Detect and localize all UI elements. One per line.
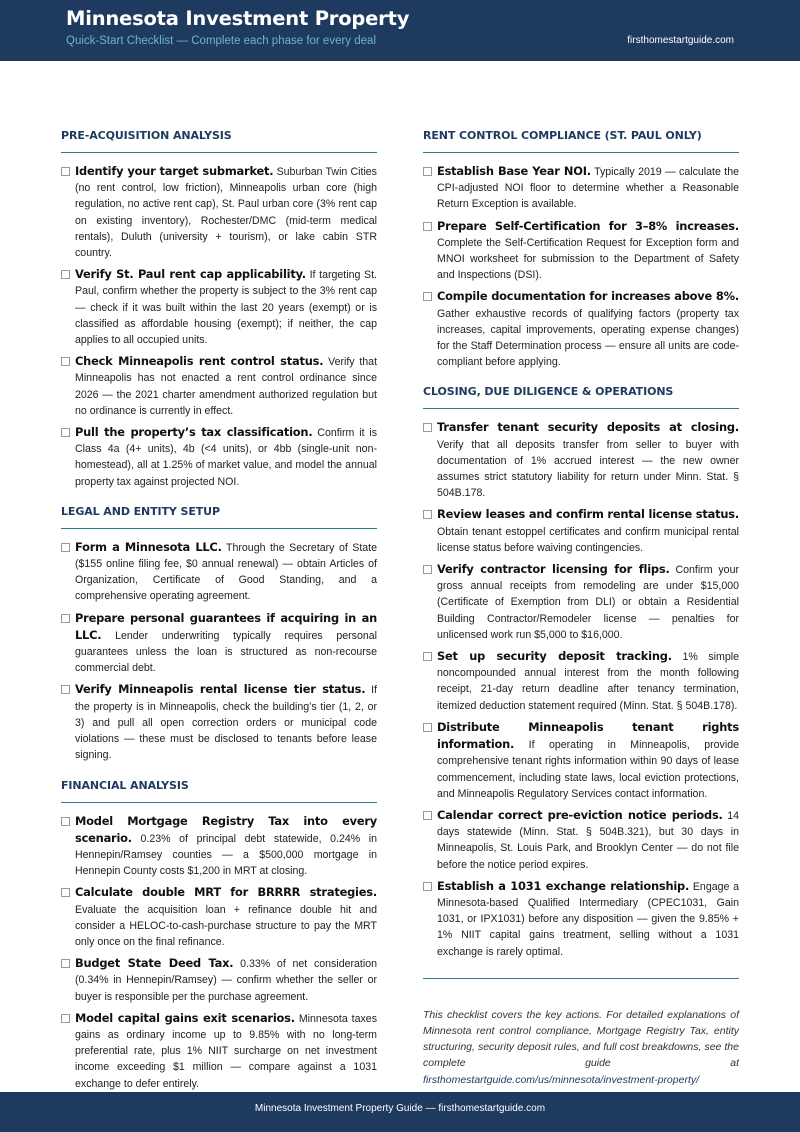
item-text: Through the Secretary of State ($155 online filing fee, $0 annual renewal) — obtain Articles of Organization, Certificate of Good Standing, and a comprehensive operating agreement.	[75, 541, 377, 603]
checkbox-icon[interactable]	[61, 428, 70, 437]
checkbox-icon[interactable]	[61, 614, 70, 623]
note-text: This checklist covers the key actions. For detailed explanations of Minnesota rent control compliance, Mortgage Registry Tax, entity structuring, security deposit rules, and full cost breakdowns, see the complete guide at	[423, 1008, 739, 1070]
item-title: Set up security deposit tracking.	[437, 649, 672, 664]
item-text: Typically 2019 — calculate the CPI-adjusted NOI floor to determine whether a Reasonable Return Exception is available.	[437, 166, 739, 211]
item-text: Suburban Twin Cities (no rent control, low friction), Minneapolis urban core (high regulation, no active rent cap), St. Paul urban core (3% rent cap on existing inventory), Rochester/DMC (mid-term medical rentals), Duluth (university + tourism), or lake cabin STR country.	[75, 166, 377, 260]
section-title: RENT CONTROL COMPLIANCE (ST. PAUL ONLY)	[423, 128, 739, 153]
checklist-item	[61, 955, 377, 1005]
item-text: 1% simple noncompounded annual interest from the month following receipt, 21-day return deadline after tenancy termination, itemized deduction statement required (Minn. Stat. § 504B.178).	[437, 651, 739, 712]
item-text: Evaluate the acquisition loan + refinance double hit and consider a HELOC-to-cash-purchase structure to pay the MRT only once on the final refinance.	[75, 903, 377, 948]
item-title: Pull the property’s tax classification.	[75, 425, 313, 440]
checklist-item	[61, 610, 377, 677]
note-divider	[423, 978, 739, 1088]
checkbox-icon[interactable]	[61, 888, 70, 897]
item-title: Identify your target submarket.	[75, 164, 274, 178]
guide-note	[423, 1007, 739, 1088]
checklist-item	[423, 719, 739, 802]
checklist	[423, 419, 739, 959]
checkbox-icon[interactable]	[423, 222, 432, 231]
item-text: 14 days statewide (Minn. Stat. § 504B.321), but 30 days in Minneapolis, St. Louis Park, and Brooklyn Center — do not file before the notice period expires.	[437, 809, 739, 871]
item-title: Prepare Self-Certification for 3–8% increases.	[437, 218, 739, 233]
page-title: Minnesota Investment Property	[66, 7, 410, 30]
item-title: Verify contractor licensing for flips.	[437, 562, 670, 577]
item-title: Calendar correct pre-eviction notice periods.	[437, 807, 723, 822]
checkbox-icon[interactable]	[423, 882, 432, 891]
item-text: 0.33% of net consideration (0.34% in Hennepin/Ramsey) — confirm whether the seller or buyer is responsible per the purchase agreement.	[75, 958, 377, 1003]
checkbox-icon[interactable]	[61, 167, 70, 176]
guide-link[interactable]: firsthomestartguide.com/us/minnesota/investment-property/	[423, 1073, 700, 1086]
item-text: Engage a Minnesota-based Qualified Intermediary (CPEC1031, Gain 1031, or IPX1031) before any disposition — given the 9.85% + 1% NIIT capital gains treatment, selling without a 1031 exchange is rarely optimal.	[437, 880, 739, 958]
header-site-url: firsthomestartguide.com	[627, 35, 734, 46]
item-title: Establish Base Year NOI.	[437, 164, 591, 178]
item-text: Lender underwriting typically requires personal guarantees unless the loan is structured as non-recourse commercial debt.	[75, 629, 377, 675]
section-title: LEGAL AND ENTITY SETUP	[61, 504, 377, 529]
checklist-item	[423, 419, 739, 501]
item-title: Calculate double MRT for BRRRR strategies.	[75, 885, 377, 900]
checklist-item	[61, 884, 377, 950]
section-closing-operations	[423, 384, 739, 959]
checklist-item	[61, 163, 377, 261]
checklist	[61, 813, 377, 1092]
checklist-item	[61, 266, 377, 348]
item-text: Obtain tenant estoppel certificates and confirm municipal rental license status before waiving contingencies.	[437, 525, 739, 554]
item-title: Prepare personal guarantees if acquiring in an LLC.	[75, 610, 377, 642]
checklist-item	[423, 288, 739, 370]
item-text: Confirm your gross annual receipts from remodeling are under $15,000 (Certificate of Exemption from DLI) or obtain a Residential Building Contractor/Remodeler license — penalties for unlicensed work run $5,000 to $16,000.	[437, 564, 739, 641]
checkbox-icon[interactable]	[61, 543, 70, 552]
item-title: Transfer tenant security deposits at closing.	[437, 420, 739, 435]
section-pre-acquisition	[61, 128, 377, 490]
checklist-item	[423, 506, 739, 556]
item-title: Verify St. Paul rent cap applicability.	[75, 267, 306, 282]
checkbox-icon[interactable]	[423, 652, 432, 661]
item-title: Check Minneapolis rent control status.	[75, 354, 324, 369]
page-subtitle: Quick-Start Checklist — Complete each phase for every deal	[66, 35, 376, 47]
item-title: Form a Minnesota LLC.	[75, 539, 222, 554]
checklist-item	[61, 813, 377, 880]
left-column	[61, 128, 377, 1106]
section-title: CLOSING, DUE DILIGENCE & OPERATIONS	[423, 384, 739, 409]
section-rent-control	[423, 128, 739, 370]
checklist-item	[61, 424, 377, 490]
item-text: If targeting St. Paul, confirm whether the property is subject to the 3% rent cap — check if it was built within the last 20 years (exempt) or is classified as affordable housing (exempt); if neither, the cap applies to all occupied units.	[75, 269, 377, 347]
checklist-item	[61, 681, 377, 763]
checklist	[61, 539, 377, 764]
item-title: Model capital gains exit scenarios.	[75, 1010, 295, 1025]
checkbox-icon[interactable]	[61, 817, 70, 826]
checklist-item	[423, 561, 739, 643]
item-text: Complete the Self-Certification Request for Exception form and MNOI worksheet for submission to the Department of Safety and Inspections (DSI).	[437, 236, 739, 282]
item-text: 0.23% of principal debt statewide, 0.24% in Hennepin/Ramsey counties — a $500,000 mortgage in Hennepin County costs $1,200 in MRT at closing.	[75, 832, 377, 878]
checkbox-icon[interactable]	[61, 270, 70, 279]
item-title: Compile documentation for increases above 8%.	[437, 289, 739, 304]
checkbox-icon[interactable]	[423, 292, 432, 301]
page-header	[0, 0, 800, 61]
checklist-item	[61, 353, 377, 419]
item-text: Confirm it is Class 4a (4+ units), 4b (<4 units), or 4bb (single-unit non-homestead), all at 1.25% of market value, and model the annual property tax against projected NOI.	[75, 427, 377, 488]
item-title: Model Mortgage Registry Tax into every scenario.	[75, 813, 377, 845]
item-text: If operating in Minneapolis, provide comprehensive tenant rights information within 90 days of lease commencement, including state laws, local eviction protections, and Minneapolis Regulatory Services contact information.	[437, 739, 739, 800]
checkbox-icon[interactable]	[423, 167, 432, 176]
item-title: Budget State Deed Tax.	[75, 956, 234, 971]
item-title: Review leases and confirm rental license status.	[437, 507, 739, 522]
checkbox-icon[interactable]	[61, 357, 70, 366]
item-text: Gather exhaustive records of qualifying factors (property tax increases, capital improvements, operating expense changes) for the Staff Determination process — ensure all units are code-compliant before applying.	[437, 307, 739, 369]
section-financial-analysis	[61, 778, 377, 1092]
item-title: Verify Minneapolis rental license tier status.	[75, 682, 366, 697]
checklist	[423, 163, 739, 370]
footer-text: Minnesota Investment Property Guide — firsthomestartguide.com	[254, 1103, 546, 1114]
checklist	[61, 163, 377, 490]
item-text: Verify that Minneapolis has not enacted a rent control ordinance since 2026 — the 2021 charter amendment authorized regulation but no ordinance is currently in effect.	[75, 356, 378, 417]
checklist-item	[61, 539, 377, 605]
checklist-item	[423, 163, 739, 213]
checkbox-icon[interactable]	[423, 423, 432, 432]
checklist-item	[423, 218, 739, 284]
checkbox-icon[interactable]	[61, 685, 70, 694]
checkbox-icon[interactable]	[61, 1014, 70, 1023]
item-title: Distribute Minneapolis tenant rights information.	[437, 719, 739, 752]
page-footer	[0, 1092, 800, 1132]
item-text: If the property is in Minneapolis, check the building’s tier (1, 2, or 3) and pull all open correction orders or municipal code violations — these must be disclosed to tenants before lease signing.	[75, 684, 377, 762]
item-title: Establish a 1031 exchange relationship.	[437, 878, 690, 893]
section-title: FINANCIAL ANALYSIS	[61, 778, 377, 803]
item-text: Minnesota taxes gains as ordinary income up to 9.85% with no long-term preferential rate, plus 1% NIIT surcharge on net investment income exceeding $1 million — compare against a 1031 exchange to defer entirely.	[75, 1012, 377, 1090]
checkbox-icon[interactable]	[423, 723, 432, 732]
right-column	[423, 128, 739, 1088]
section-legal-entity	[61, 504, 377, 764]
checkbox-icon[interactable]	[61, 959, 70, 968]
section-title: PRE-ACQUISITION ANALYSIS	[61, 128, 377, 153]
checklist-item	[61, 1010, 377, 1092]
checklist-item	[423, 648, 739, 714]
checkbox-icon[interactable]	[423, 510, 432, 519]
item-text: Verify that all deposits transfer from seller to buyer with documentation of 1% accrued interest — the new owner assumes strict statutory liability for return under Minn. Stat. § 504B.178.	[437, 438, 739, 500]
checkbox-icon[interactable]	[423, 565, 432, 574]
checklist-item	[423, 878, 739, 960]
checklist-item	[423, 807, 739, 873]
checkbox-icon[interactable]	[423, 811, 432, 820]
